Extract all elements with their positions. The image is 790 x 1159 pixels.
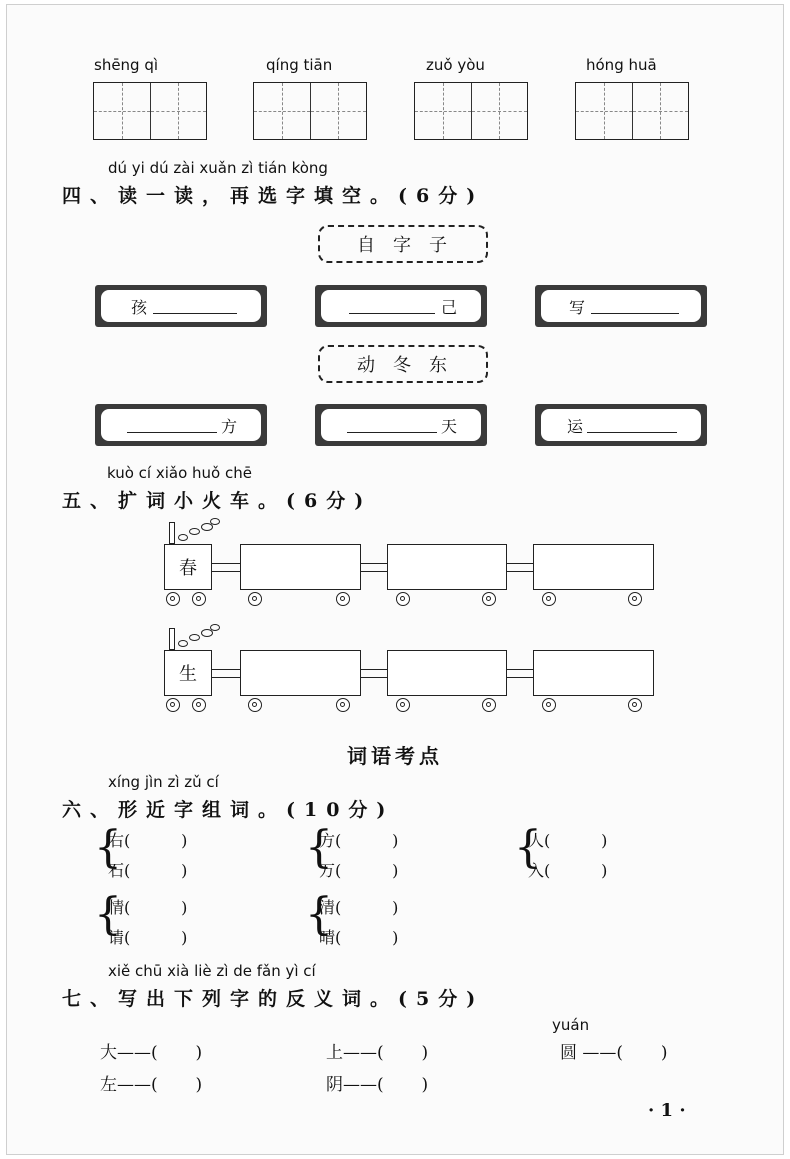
train-car[interactable]: [387, 650, 507, 696]
antonym-item[interactable]: 上——( ): [326, 1043, 429, 1063]
antonym-item[interactable]: 大——( ): [100, 1043, 203, 1063]
grid-pinyin-4: hóng huā: [586, 56, 657, 74]
card-char: 孩: [131, 297, 148, 317]
train-car[interactable]: [240, 650, 361, 696]
answer-blank[interactable]: [591, 299, 679, 314]
section7-pinyin: xiě chū xià liè zì de fǎn yì cí: [108, 962, 316, 980]
fill-card-4[interactable]: [95, 404, 267, 446]
fill-card-1[interactable]: [95, 285, 267, 327]
writing-grid-3[interactable]: [414, 82, 528, 140]
pair-item[interactable]: 请( ): [108, 928, 188, 947]
brace: {: [305, 822, 333, 873]
train-car[interactable]: [240, 544, 361, 590]
card-char: 运: [567, 416, 584, 436]
grid-pinyin-2: qíng tiān: [266, 56, 333, 74]
pair-item[interactable]: 情( ): [108, 898, 188, 917]
answer-blank[interactable]: [349, 299, 435, 314]
section5-pinyin: kuò cí xiǎo huǒ chē: [107, 464, 252, 482]
brace: {: [94, 822, 122, 873]
pair-item[interactable]: 万( ): [319, 861, 399, 880]
answer-blank[interactable]: [153, 299, 237, 314]
yuan-pinyin: yuán: [552, 1016, 590, 1034]
writing-grid-2[interactable]: [253, 82, 367, 140]
answer-blank[interactable]: [127, 418, 217, 433]
fill-card-3[interactable]: [535, 285, 707, 327]
pair-item[interactable]: 入( ): [528, 861, 608, 880]
section4-pinyin: dú yi dú zài xuǎn zì tián kòng: [108, 159, 328, 177]
section7-title: 七、写出下列字的反义词。(5分): [62, 988, 485, 1010]
grid-pinyin-1: shēng qì: [94, 56, 159, 74]
pair-item[interactable]: 石( ): [108, 861, 188, 880]
choice-box-1: 自字子: [318, 225, 488, 263]
pair-item[interactable]: 晴( ): [319, 928, 399, 947]
section6-pinyin: xíng jìn zì zǔ cí: [108, 773, 219, 791]
engine-char: 生: [164, 650, 212, 696]
answer-blank[interactable]: [587, 418, 677, 433]
train-car[interactable]: [533, 544, 654, 590]
section5-title: 五、扩词小火车。(6分): [62, 490, 373, 512]
engine-char: 春: [164, 544, 212, 590]
antonym-item[interactable]: 圆 ——( ): [560, 1043, 668, 1063]
antonym-item[interactable]: 阴——( ): [326, 1075, 429, 1095]
card-char: 天: [441, 416, 458, 436]
word-pair-1: [108, 826, 187, 886]
train-car[interactable]: [387, 544, 507, 590]
brace: {: [514, 822, 542, 873]
antonym-item[interactable]: 左——( ): [100, 1075, 203, 1095]
pair-item[interactable]: 人( ): [528, 831, 608, 850]
word-pair-3: [528, 826, 607, 886]
word-pair-5: [319, 893, 398, 953]
section6-title: 六、形近字组词。(10分): [62, 799, 395, 821]
card-char: 己: [441, 297, 458, 317]
writing-grid-4[interactable]: [575, 82, 689, 140]
section-header: 词语考点: [347, 744, 443, 768]
fill-card-5[interactable]: [315, 404, 487, 446]
pair-item[interactable]: 右( ): [108, 831, 188, 850]
section4-title: 四、读一读，再选字填空。(6分): [62, 185, 485, 207]
choice-box-2: 动冬东: [318, 345, 488, 383]
pair-item[interactable]: 清( ): [319, 898, 399, 917]
writing-grid-1[interactable]: [93, 82, 207, 140]
word-pair-2: [319, 826, 398, 886]
brace: {: [305, 889, 333, 940]
pair-item[interactable]: 方( ): [319, 831, 399, 850]
train-car[interactable]: [533, 650, 654, 696]
answer-blank[interactable]: [347, 418, 437, 433]
card-char: 写: [569, 297, 586, 317]
page-number: · 1 ·: [648, 1100, 686, 1121]
fill-card-6[interactable]: [535, 404, 707, 446]
card-char: 方: [221, 416, 238, 436]
grid-pinyin-3: zuǒ yòu: [426, 56, 485, 74]
fill-card-2[interactable]: [315, 285, 487, 327]
brace: {: [94, 889, 122, 940]
word-pair-4: [108, 893, 187, 953]
